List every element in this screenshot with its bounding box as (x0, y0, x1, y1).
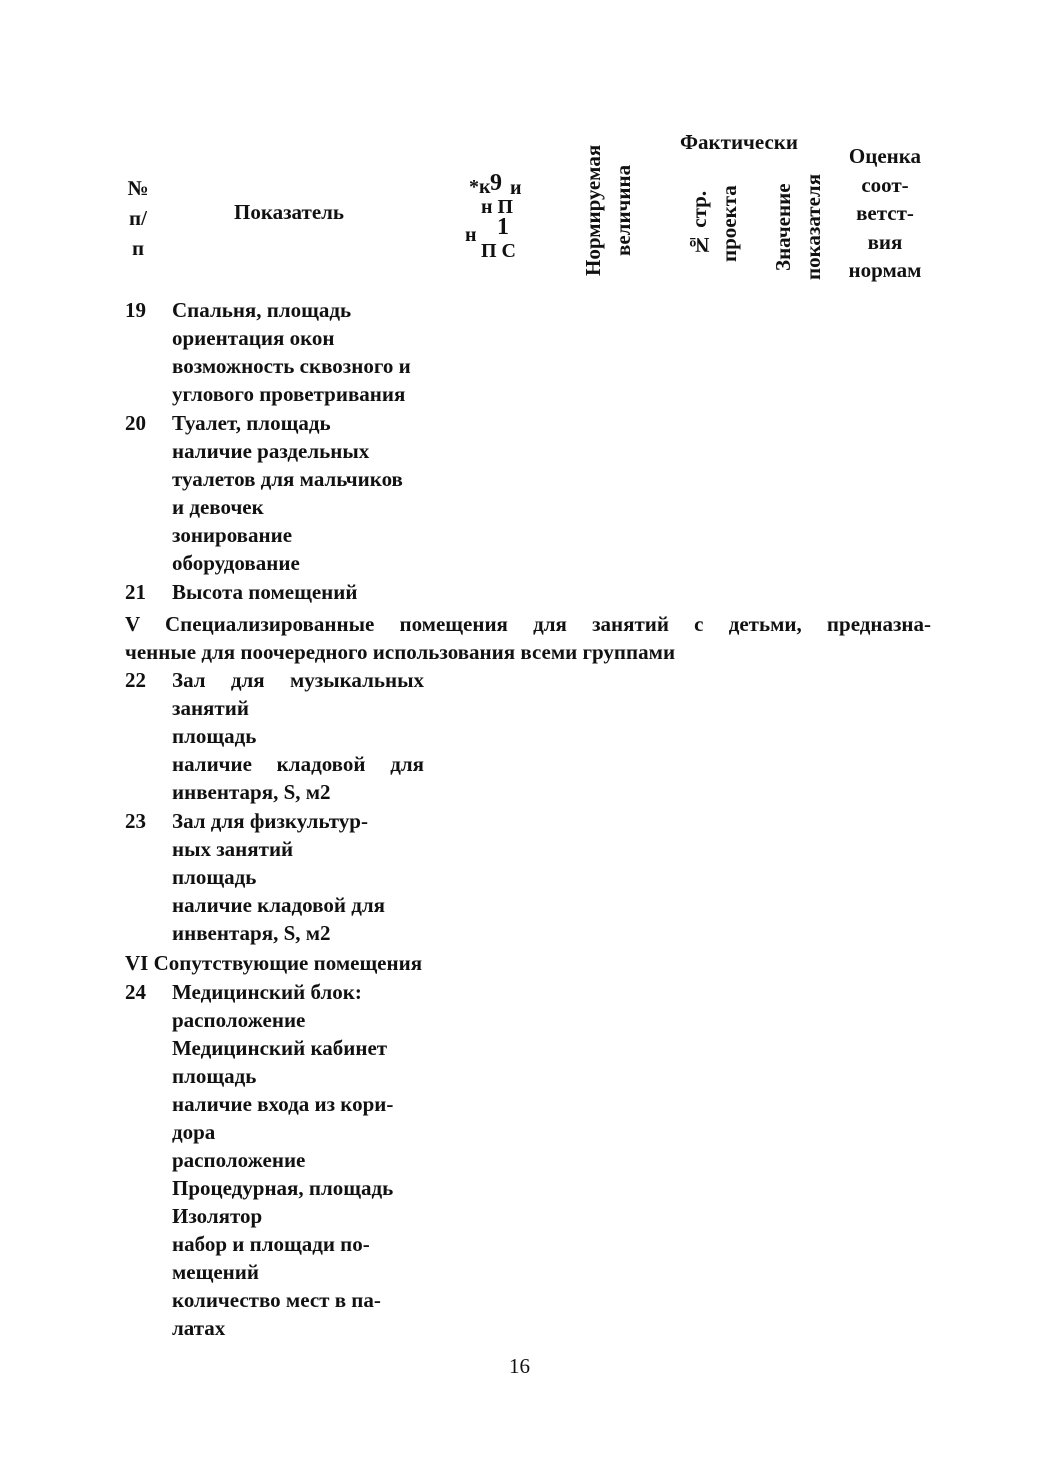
row-21-indicator: Высота помещений (172, 580, 358, 604)
header-indicator-value: Значение показателя (771, 173, 825, 281)
row-20-indicator: Туалет, площадь наличие раздельных туалетов для мальчиков и девочек зонирование оборудование (172, 411, 403, 575)
header-normative-value: Нормируемая величина (581, 144, 635, 276)
header-formula: *к 9 и н П н 1 П С (465, 170, 522, 262)
row-number-20: 20 (125, 411, 146, 435)
row-number-22: 22 (125, 668, 146, 692)
row-23-indicator: Зал для физкультур- ных занятий площадь наличие кладовой для инвентаря, S, м2 (172, 809, 385, 945)
section-vi-heading: VI Сопутствующие помещения (125, 951, 423, 975)
row-number-24: 24 (125, 980, 146, 1004)
row-22-indicator: Зал для музыкальных занятий площадь наличие кладовой для инвентаря, S, м2 (172, 668, 424, 804)
row-19-indicator: Спальня, площадь ориентация окон возможность сквозного и углового проветривания (172, 298, 411, 406)
page-number: 16 (509, 1354, 530, 1378)
section-v-heading: V Специализированные помещения для занятий с детьми, предназна- ченные для поочередного использования всеми группами (125, 612, 931, 664)
header-actual: Фактически (680, 130, 798, 154)
header-indicator: Показатель (234, 200, 345, 224)
header-project-page: № стр. проекта (687, 185, 741, 263)
row-24-indicator: Медицинский блок: расположение Медицинский кабинет площадь наличие входа из кори- дора расположение Процедурная, площадь Изолятор набор и площади по- мещений количество мест в па- латах (172, 980, 394, 1340)
header-number-column: № п/ п (127, 176, 149, 260)
row-number-19: 19 (125, 298, 146, 322)
row-number-21: 21 (125, 580, 146, 604)
header-compliance-evaluation: Оценка соот- ветст- вия нормам (848, 144, 922, 282)
row-number-23: 23 (125, 809, 146, 833)
